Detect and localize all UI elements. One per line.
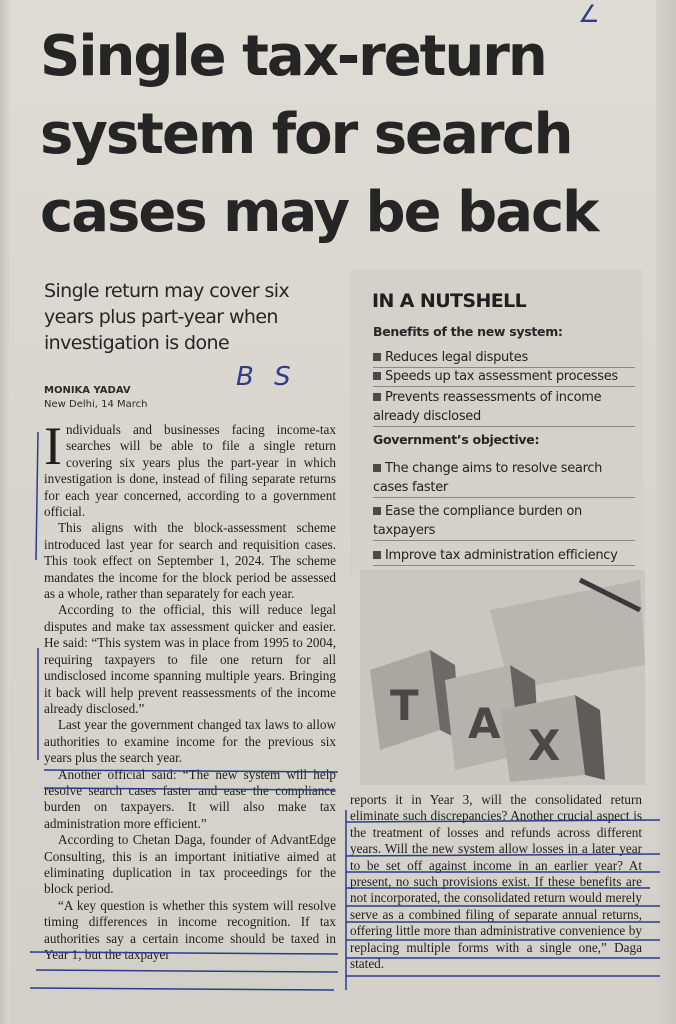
nutshell-box	[350, 270, 643, 575]
objective-item	[373, 546, 635, 566]
dateline: New Delhi, 14 March	[44, 399, 148, 410]
article-headline	[40, 18, 650, 252]
objective-text: Ease the compliance burden on taxpayers	[373, 504, 582, 538]
objective-item	[373, 502, 635, 541]
nutshell-title: IN A NUTSHELL	[372, 290, 527, 312]
bullet-square-icon	[373, 551, 381, 559]
page-fold-left	[0, 0, 10, 1024]
benefit-text: Prevents reassessments of income already disclosed	[373, 390, 602, 424]
author-byline: MONIKA YADAV	[44, 385, 131, 396]
objective-heading: Government’s objective:	[373, 432, 540, 447]
paragraph-text: ndividuals and businesses facing income-tax searches will be able to file a single return covering six years plus the part-year in which investigation is done, instead of filing separate returns for each year concerned, according to a government official.	[44, 422, 336, 520]
article-body-column-2	[350, 792, 642, 972]
article-subheadline	[44, 278, 344, 356]
benefits-heading: Benefits of the new system:	[373, 324, 563, 339]
objective-text: Improve tax administration efficiency	[385, 548, 618, 563]
article-paragraph: reports it in Year 3, will the consolidated return eliminate such discrepancies? Another crucial aspect is the treatment of losses and refunds across different years. Will the new system allow losses in a later year to be set off against income in an earlier year? At present, no such provisions exist. If these benefits are not incorporated, the consolidated return would merely serve as a combined filing of separate annual returns, offering little more than administrative convenience by replacing multiple forms with a single one,” Daga stated.	[350, 792, 642, 972]
subhead-line: investigation is done	[44, 332, 230, 354]
article-paragraph: According to Chetan Daga, founder of AdvantEdge Consulting, this is an important initiative aimed at eliminating duplication in tax proceedings for the block period.	[44, 832, 336, 897]
bullet-square-icon	[373, 464, 381, 472]
objective-text: The change aims to resolve search cases faster	[373, 461, 603, 495]
article-paragraph: Last year the government changed tax laws to allow authorities to examine income for the previous six years plus the search year.	[44, 717, 336, 766]
page-fold-right	[656, 0, 676, 1024]
illustration-letter: X	[528, 721, 561, 770]
benefit-item	[373, 348, 635, 368]
pen-mark: ∠	[578, 0, 600, 28]
article-body-column-1	[44, 416, 336, 963]
bullet-square-icon	[373, 372, 381, 380]
article-paragraph: “A key question is whether this system will resolve timing differences in income recognition. If tax authorities say a certain income should be taxed in Year 1, but the taxpayer	[44, 897, 336, 962]
headline-line: cases may be back	[40, 180, 598, 245]
headline-line: Single tax-return	[40, 24, 546, 89]
article-paragraph	[44, 416, 336, 520]
objective-item	[373, 459, 635, 498]
benefit-text: Reduces legal disputes	[385, 350, 528, 365]
illustration-letter: T	[390, 681, 419, 730]
benefit-item	[373, 388, 635, 427]
benefit-item	[373, 367, 635, 387]
article-paragraph: According to the official, this will reduce legal disputes and make tax assessment quicker and easier. He said: “This system was in place from 1995 to 2004, requiring taxpayers to file one return for all undisclosed income spanning multiple years. Bringing it back will help prevent reassessments of the income already disclosed.”	[44, 602, 336, 716]
article-paragraph: This aligns with the block-assessment scheme introduced last year for search and requisition cases. This took effect on September 1, 2024. The scheme mandates the income for the block period be assessed as a whole, rather than separately for each year.	[44, 520, 336, 602]
bullet-square-icon	[373, 353, 381, 361]
drop-cap: I	[44, 416, 62, 476]
benefit-text: Speeds up tax assessment processes	[385, 369, 618, 384]
article-paragraph: Another official said: “The new system will help resolve search cases faster and ease the compliance burden on taxpayers. It will also make tax administration more efficient.”	[44, 766, 336, 831]
bullet-square-icon	[373, 507, 381, 515]
bullet-square-icon	[373, 393, 381, 401]
handwritten-note: B S	[236, 362, 297, 392]
tax-blocks-illustration	[360, 570, 645, 785]
subhead-line: Single return may cover six	[44, 280, 290, 302]
illustration-letter: A	[468, 699, 501, 748]
subhead-line: years plus part-year when	[44, 306, 278, 328]
headline-line: system for search	[40, 102, 572, 167]
